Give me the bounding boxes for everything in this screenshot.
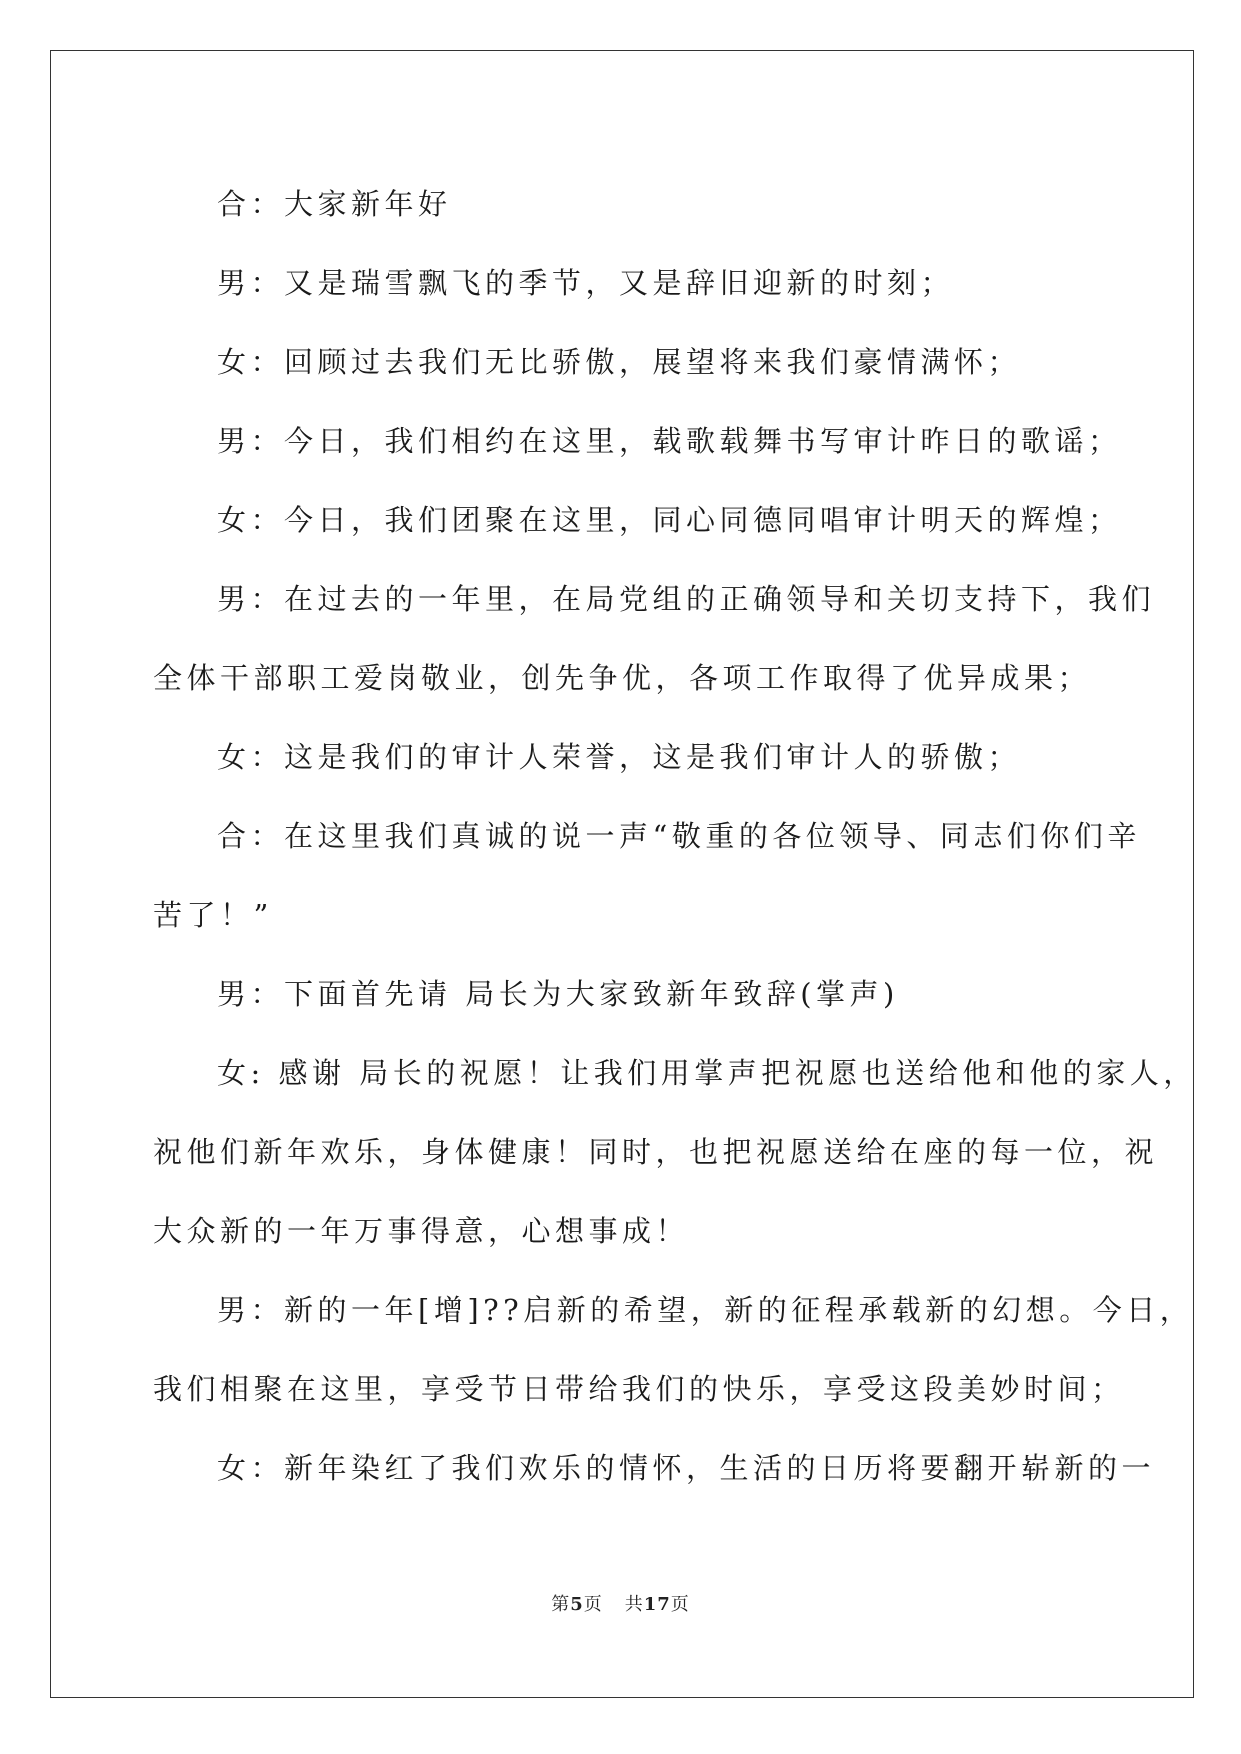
paragraph [153, 797, 1141, 955]
paragraph [153, 481, 1122, 560]
footer-total-pages: 17 [643, 1594, 671, 1615]
paragraph-line: 男：在过去的一年里，在局党组的正确领导和关切支持下，我们 [217, 582, 1156, 616]
paragraph [153, 560, 1156, 718]
footer-page-prefix: 第 [551, 1594, 571, 1615]
paragraph-line: 我们相聚在这里，享受节日带给我们的快乐，享受这段美妙时间； [153, 1372, 1125, 1406]
paragraph-line: 苦了！” [153, 898, 273, 932]
paragraph [153, 1034, 1197, 1271]
paragraph-line: 全体干部职工爱岗敬业，创先争优，各项工作取得了优异成果； [153, 661, 1092, 695]
footer-page-suffix: 页 [583, 1594, 603, 1615]
document-body [153, 165, 1197, 1508]
footer-total-prefix: 共 [624, 1594, 644, 1615]
paragraph [153, 1429, 1156, 1508]
paragraph-line: 男：又是瑞雪飘飞的季节，又是辞旧迎新的时刻； [217, 266, 955, 300]
paragraph [153, 1271, 1194, 1429]
paragraph [153, 323, 1093, 402]
paragraph [153, 955, 1093, 1034]
paragraph-line: 女: 感谢 局长的祝愿！让我们用掌声把祝愿也送给他和他的家人， [217, 1056, 1197, 1090]
paragraph-line: 男：新的一年[增]??启新的希望，新的征程承载新的幻想。今日， [217, 1293, 1194, 1327]
paragraph-line: 女：回顾过去我们无比骄傲，展望将来我们豪情满怀； [217, 345, 1022, 379]
footer-total-suffix: 页 [670, 1594, 690, 1615]
paragraph-line: 女：今日，我们团聚在这里，同心同德同唱审计明天的辉煌； [217, 503, 1122, 537]
paragraph-line: 合：在这里我们真诚的说一声“敬重的各位领导、同志们你们辛 [217, 819, 1141, 853]
paragraph [153, 718, 1093, 797]
paragraph [153, 402, 1122, 481]
paragraph-line: 合：大家新年好 [217, 187, 452, 221]
paragraph-line: 男：下面首先请 局长为大家致新年致辞(掌声) [217, 977, 899, 1011]
paragraph [153, 244, 1093, 323]
paragraph-line: 女：新年染红了我们欢乐的情怀，生活的日历将要翻开崭新的一 [217, 1451, 1156, 1485]
paragraph-line: 大众新的一年万事得意，心想事成！ [153, 1214, 690, 1248]
paragraph-line: 祝他们新年欢乐，身体健康！同时，也把祝愿送给在座的每一位，祝 [153, 1135, 1159, 1169]
paragraph-line: 男：今日，我们相约在这里，载歌载舞书写审计昨日的歌谣； [217, 424, 1122, 458]
page-footer [0, 1590, 1241, 1616]
footer-page-number: 5 [570, 1594, 584, 1615]
paragraph-line: 女：这是我们的审计人荣誉，这是我们审计人的骄傲； [217, 740, 1022, 774]
paragraph [153, 165, 1093, 244]
